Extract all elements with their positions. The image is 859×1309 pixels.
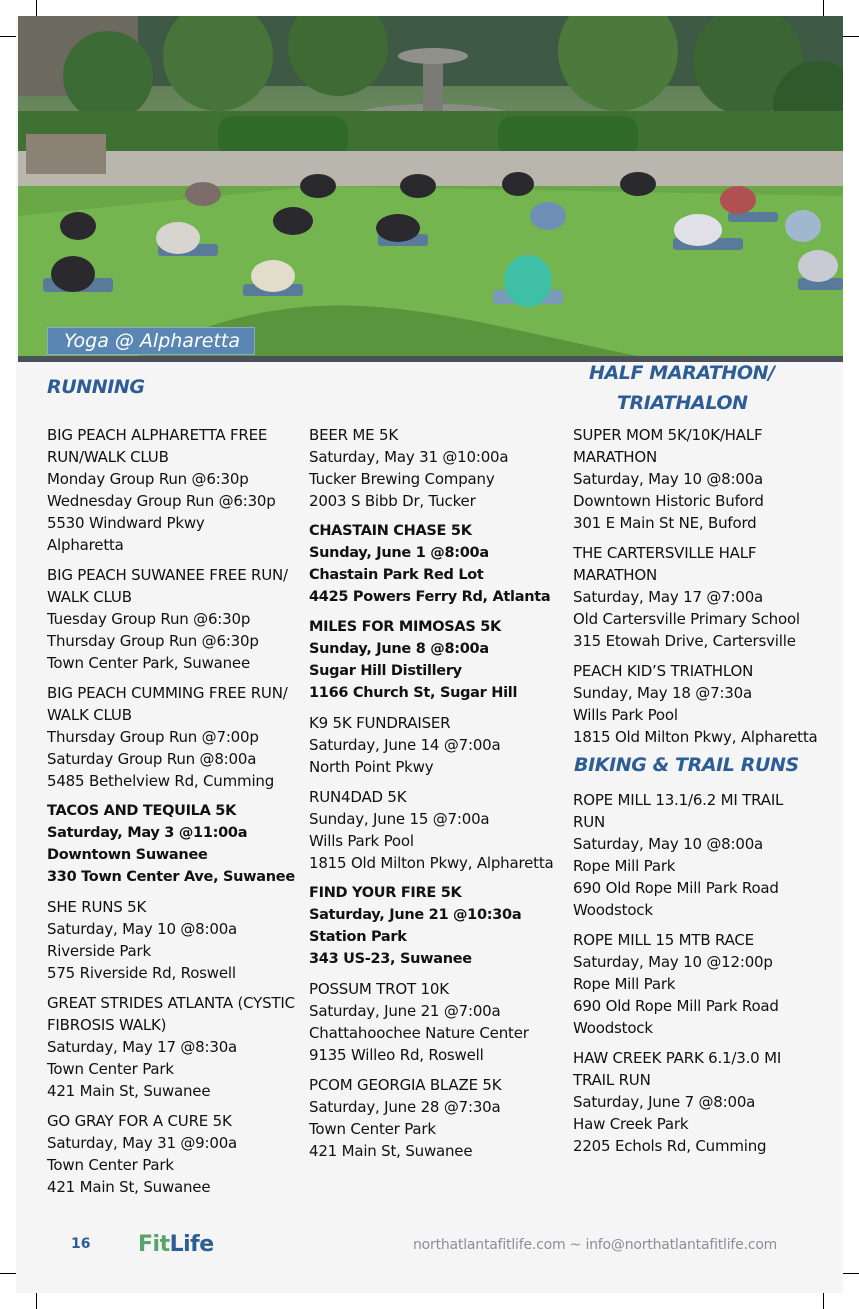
- event-title: K9 5K FUNDRAISER: [309, 714, 451, 732]
- event-detail: 9135 Willeo Rd, Roswell: [309, 1046, 484, 1064]
- crop-mark: [0, 1273, 16, 1274]
- event-detail: Saturday Group Run @8:00a: [47, 750, 257, 768]
- event-detail: Town Center Park: [47, 1060, 174, 1078]
- event-detail: Old Cartersville Primary School: [573, 610, 800, 628]
- biking-column: [573, 789, 835, 1165]
- logo-fit: Fit: [138, 1232, 170, 1257]
- running-column: [47, 424, 297, 1206]
- event-detail: Thursday Group Run @7:00p: [47, 728, 259, 746]
- event-detail: Sunday, June 8 @8:00a: [309, 641, 489, 657]
- event-detail: Rope Mill Park: [573, 975, 676, 993]
- event-detail: 5485 Bethelview Rd, Cumming: [47, 772, 275, 790]
- event-listing: [573, 789, 835, 921]
- event-detail: 315 Etowah Drive, Cartersville: [573, 632, 796, 650]
- event-title: RUN4DAD 5K: [309, 788, 407, 806]
- fitlife-logo: [138, 1232, 214, 1257]
- event-detail: Saturday, June 21 @7:00a: [309, 1002, 501, 1020]
- event-detail: WALK CLUB: [47, 588, 132, 606]
- event-detail: 2205 Echols Rd, Cumming: [573, 1137, 767, 1155]
- event-listing: [573, 660, 835, 748]
- event-listing: [47, 1110, 297, 1198]
- event-detail: 421 Main St, Suwanee: [309, 1142, 473, 1160]
- event-title: BIG PEACH SUWANEE FREE RUN/: [47, 566, 288, 584]
- event-title: BIG PEACH CUMMING FREE RUN/: [47, 684, 288, 702]
- event-detail: Saturday, May 10 @8:00a: [47, 920, 238, 938]
- biking-heading: BIKING & TRAIL RUNS: [574, 754, 799, 776]
- event-listing: [47, 564, 297, 674]
- event-listing: [47, 424, 297, 556]
- event-detail: Saturday, May 10 @8:00a: [573, 835, 764, 853]
- event-listing: [47, 992, 297, 1102]
- event-detail: Saturday, May 17 @7:00a: [573, 588, 764, 606]
- footer-contact: northatlantafitlife.com ~ info@northatlantafitlife.com: [413, 1237, 778, 1253]
- event-detail: Sunday, June 15 @7:00a: [309, 810, 490, 828]
- event-detail: 690 Old Rope Mill Park Road: [573, 879, 779, 897]
- event-detail: Saturday, May 31 @10:00a: [309, 448, 509, 466]
- photo-caption: Yoga @ Alpharetta: [47, 327, 255, 355]
- crop-mark: [36, 0, 37, 16]
- logo-life: Life: [169, 1232, 214, 1257]
- event-detail: Woodstock: [573, 1019, 653, 1037]
- event-detail: 4425 Powers Ferry Rd, Atlanta: [309, 589, 551, 605]
- crop-mark: [843, 36, 859, 37]
- event-detail: MARATHON: [573, 566, 657, 584]
- event-detail: Town Center Park: [309, 1120, 436, 1138]
- event-detail: 690 Old Rope Mill Park Road: [573, 997, 779, 1015]
- event-detail: 5530 Windward Pkwy: [47, 514, 205, 532]
- event-listing: [309, 616, 564, 704]
- event-title: SHE RUNS 5K: [47, 898, 147, 916]
- event-detail: Rope Mill Park: [573, 857, 676, 875]
- event-detail: 1166 Church St, Sugar Hill: [309, 685, 518, 701]
- yoga-photo-illustration: [18, 16, 843, 356]
- event-title: FIND YOUR FIRE 5K: [309, 885, 462, 901]
- crop-mark: [0, 36, 16, 37]
- event-detail: 301 E Main St NE, Buford: [573, 514, 757, 532]
- event-detail: 2003 S Bibb Dr, Tucker: [309, 492, 476, 510]
- event-detail: North Point Pkwy: [309, 758, 434, 776]
- event-detail: Sugar Hill Distillery: [309, 663, 462, 679]
- event-title: GO GRAY FOR A CURE 5K: [47, 1112, 232, 1130]
- event-detail: Wills Park Pool: [309, 832, 414, 850]
- event-listing: [309, 978, 564, 1066]
- event-detail: Downtown Historic Buford: [573, 492, 764, 510]
- page-number: 16: [71, 1236, 91, 1252]
- event-detail: Woodstock: [573, 901, 653, 919]
- event-detail: 421 Main St, Suwanee: [47, 1082, 211, 1100]
- event-detail: Chattahoochee Nature Center: [309, 1024, 529, 1042]
- event-detail: Town Center Park: [47, 1156, 174, 1174]
- event-detail: 421 Main St, Suwanee: [47, 1178, 211, 1196]
- event-title: PCOM GEORGIA BLAZE 5K: [309, 1076, 502, 1094]
- yoga-class-photo: [18, 16, 843, 356]
- event-listing: [47, 682, 297, 792]
- event-detail: RUN/WALK CLUB: [47, 448, 169, 466]
- event-detail: MARATHON: [573, 448, 657, 466]
- crop-mark: [36, 1293, 37, 1309]
- event-title: MILES FOR MIMOSAS 5K: [309, 619, 501, 635]
- half-marathon-heading-line1: HALF MARATHON/: [589, 362, 775, 384]
- event-title: HAW CREEK PARK 6.1/3.0 MI: [573, 1049, 782, 1067]
- event-detail: WALK CLUB: [47, 706, 132, 724]
- event-detail: Thursday Group Run @6:30p: [47, 632, 259, 650]
- event-detail: Monday Group Run @6:30p: [47, 470, 249, 488]
- running-column-2: [309, 424, 564, 1170]
- event-detail: Alpharetta: [47, 536, 124, 554]
- event-listing: [573, 542, 835, 652]
- event-title: THE CARTERSVILLE HALF: [573, 544, 757, 562]
- event-title: GREAT STRIDES ATLANTA (CYSTIC: [47, 994, 295, 1012]
- event-listing: [309, 786, 564, 874]
- event-detail: 1815 Old Milton Pkwy, Alpharetta: [573, 728, 818, 746]
- event-detail: Saturday, May 3 @11:00a: [47, 825, 248, 841]
- event-detail: Saturday, May 31 @9:00a: [47, 1134, 238, 1152]
- event-detail: 1815 Old Milton Pkwy, Alpharetta: [309, 854, 554, 872]
- event-detail: 575 Riverside Rd, Roswell: [47, 964, 236, 982]
- event-listing: [47, 896, 297, 984]
- event-detail: Downtown Suwanee: [47, 847, 208, 863]
- event-title: TACOS AND TEQUILA 5K: [47, 803, 237, 819]
- crop-mark: [843, 1273, 859, 1274]
- event-title: ROPE MILL 15 MTB RACE: [573, 931, 754, 949]
- event-listing: [309, 882, 564, 970]
- event-detail: Saturday, June 14 @7:00a: [309, 736, 501, 754]
- event-detail: RUN: [573, 813, 606, 831]
- event-detail: Saturday, June 28 @7:30a: [309, 1098, 501, 1116]
- event-listing: [309, 1074, 564, 1162]
- event-detail: Town Center Park, Suwanee: [47, 654, 250, 672]
- event-detail: TRAIL RUN: [573, 1071, 651, 1089]
- event-title: PEACH KID’S TRIATHLON: [573, 662, 754, 680]
- event-listing: [309, 520, 564, 608]
- event-detail: Sunday, June 1 @8:00a: [309, 545, 489, 561]
- event-detail: Sunday, May 18 @7:30a: [573, 684, 752, 702]
- event-detail: Saturday, June 7 @8:00a: [573, 1093, 756, 1111]
- event-listing: [573, 1047, 835, 1157]
- event-detail: FIBROSIS WALK): [47, 1016, 167, 1034]
- event-title: SUPER MOM 5K/10K/HALF: [573, 426, 763, 444]
- event-detail: Tuesday Group Run @6:30p: [47, 610, 251, 628]
- event-detail: Wills Park Pool: [573, 706, 678, 724]
- crop-mark: [823, 1293, 824, 1309]
- event-detail: Tucker Brewing Company: [309, 470, 495, 488]
- event-detail: Saturday, May 10 @12:00p: [573, 953, 773, 971]
- event-listing: [573, 424, 835, 534]
- event-listing: [309, 712, 564, 778]
- event-title: BEER ME 5K: [309, 426, 399, 444]
- event-listing: [309, 424, 564, 512]
- event-detail: 330 Town Center Ave, Suwanee: [47, 869, 295, 885]
- event-detail: Saturday, May 10 @8:00a: [573, 470, 764, 488]
- half-marathon-heading-line2: TRIATHALON: [617, 392, 748, 414]
- event-detail: Haw Creek Park: [573, 1115, 689, 1133]
- crop-mark: [823, 0, 824, 16]
- event-detail: Saturday, June 21 @10:30a: [309, 907, 522, 923]
- event-detail: Wednesday Group Run @6:30p: [47, 492, 276, 510]
- running-heading: RUNNING: [47, 376, 145, 398]
- event-detail: 343 US-23, Suwanee: [309, 951, 472, 967]
- event-detail: Saturday, May 17 @8:30a: [47, 1038, 238, 1056]
- event-title: CHASTAIN CHASE 5K: [309, 523, 472, 539]
- event-detail: Riverside Park: [47, 942, 151, 960]
- event-listing: [47, 800, 297, 888]
- event-title: BIG PEACH ALPHARETTA FREE: [47, 426, 268, 444]
- event-title: POSSUM TROT 10K: [309, 980, 449, 998]
- event-listing: [573, 929, 835, 1039]
- event-title: ROPE MILL 13.1/6.2 MI TRAIL: [573, 791, 784, 809]
- event-detail: Chastain Park Red Lot: [309, 567, 484, 583]
- event-detail: Station Park: [309, 929, 407, 945]
- half-marathon-column: [573, 424, 835, 756]
